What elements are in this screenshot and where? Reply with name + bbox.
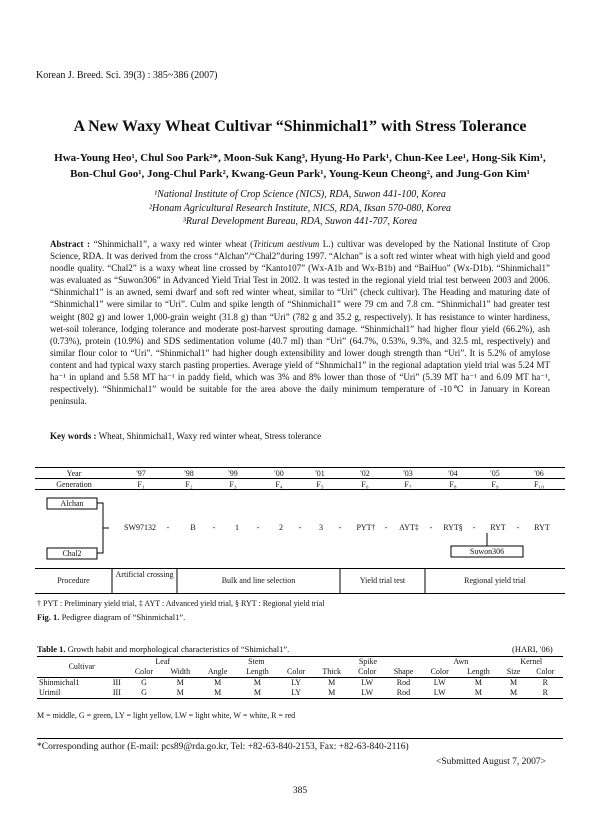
table-cell: M: [236, 688, 278, 699]
generation-cell: F₅: [316, 480, 324, 489]
year-cell: '05: [490, 469, 500, 478]
species-name: Triticum aestivum: [253, 239, 320, 249]
dash: -: [338, 523, 342, 532]
dash: -: [472, 523, 476, 532]
pedigree-footnote: † PYT : Preliminary yield trial, ‡ AYT : Advanced yield trial, § RYT : Regional yield trial: [37, 599, 325, 608]
keywords: [50, 431, 550, 441]
col-header: Angle: [199, 667, 236, 678]
generation-label: Generation: [56, 480, 92, 489]
table-source: (HARI, '06): [512, 644, 553, 654]
table-cell: M: [500, 688, 528, 699]
affiliation-2: ²Honam Agricultural Research Institute, NICS, RDA, Iksan 570-080, Korea: [148, 202, 452, 214]
col-header: Color: [126, 667, 161, 678]
parent-chal2: Chal2: [62, 549, 82, 558]
cultivar-name: Shinmichal1: [39, 678, 80, 687]
page-number: 385: [292, 786, 308, 796]
dash: -: [516, 523, 520, 532]
pedigree-diagram: [35, 467, 565, 595]
corresponding-author: *Corresponding author (E-mail: pcs89@rda.go.kr, Tel: +82-63-840-2153, Fax: +82-63-840-2116): [37, 742, 409, 752]
col-header: Width: [162, 667, 200, 678]
affiliations: [40, 188, 560, 229]
figure-caption-text: Pedigree diagram of “Shinmichal1”.: [59, 612, 186, 622]
submission-date: <Submitted August 7, 2007>: [436, 757, 546, 767]
line-code: RYT§: [443, 523, 463, 532]
table-group-header: [37, 657, 563, 668]
line-code: B: [190, 523, 196, 532]
suwon306-box: Suwon306: [469, 547, 505, 556]
author-line-2: Bon-Chul Goo¹, Jong-Chul Park², Kwang-Geun Park¹, Young-Keun Cheong², and Jung-Gon Kim¹: [70, 168, 530, 180]
dash: -: [429, 523, 433, 532]
group-header-leaf: Leaf: [126, 657, 199, 668]
paper-title: A New Waxy Wheat Cultivar “Shinmichal1” with Stress Tolerance: [73, 118, 527, 135]
generation-cell: F₃: [229, 480, 237, 489]
table-cell: M: [457, 688, 499, 699]
cultivar-name: Urimil: [37, 688, 107, 699]
abstract-label: Abstract :: [50, 239, 91, 249]
year-cell: '03: [403, 469, 413, 478]
table-cell: LW: [361, 678, 374, 687]
dash: -: [256, 523, 260, 532]
dash: -: [298, 523, 302, 532]
table-cell: Rod: [385, 688, 422, 699]
line-code: AYT‡: [399, 523, 419, 532]
group-header-spike: Spike: [314, 657, 422, 668]
table-cell: LW: [350, 688, 385, 699]
keywords-label: Key words :: [50, 431, 97, 441]
table-cell: Rod: [396, 678, 411, 687]
group-header-awn: Awn: [422, 657, 499, 668]
procedure-artificial: Artificial crossing: [115, 570, 174, 579]
table-cell: M: [162, 688, 200, 699]
year-cell: '00: [274, 469, 284, 478]
dash: -: [384, 523, 388, 532]
abstract-text-a: “Shinmichal1”, a waxy red winter wheat (: [90, 239, 254, 249]
table-cell: LY: [279, 688, 314, 699]
keywords-text: Wheat, Shinmichal1, Waxy red winter wheat, Stress tolerance: [96, 431, 322, 441]
generation-cell: F₁: [137, 480, 145, 489]
year-cell: '06: [534, 469, 544, 478]
col-header: Length: [457, 667, 499, 678]
col-header: Color: [350, 667, 385, 678]
generation-cell: F₂: [185, 480, 193, 489]
generation-cell: F₁₀: [533, 480, 545, 489]
table-note: M = middle, G = green, LY = light yellow, LW = light white, W = white, R = red: [37, 711, 296, 720]
table-cell: M: [314, 688, 350, 699]
table-cell: LW: [422, 688, 457, 699]
table-cell: M: [510, 678, 518, 687]
table-cell: M: [253, 678, 262, 687]
table-cell: G: [126, 688, 161, 699]
table-cell: G: [141, 678, 147, 687]
col-header: Color: [279, 667, 314, 678]
footnote-divider: [37, 738, 563, 739]
table-label: Table 1.: [37, 644, 66, 654]
parent-alchan: Alchan: [60, 499, 84, 508]
table-cell: M: [474, 678, 482, 687]
growth-habit: III: [107, 688, 126, 699]
table-cell: LW: [433, 678, 446, 687]
group-header-kernel: Kernel: [500, 657, 563, 668]
author-line-1: Hwa-Young Heo¹, Chul Soo Park²*, Moon-Suk Kang³, Hyung-Ho Park¹, Chun-Kee Lee¹, Hong-Sik Kim¹,: [54, 152, 546, 164]
generation-cell: F₆: [361, 480, 369, 489]
generation-cell: F₄: [275, 480, 283, 489]
table-row: [37, 688, 563, 699]
line-code: SW97132: [124, 523, 156, 532]
year-cell: '02: [360, 469, 370, 478]
table-cell: LY: [291, 678, 302, 687]
table-cell: M: [199, 688, 236, 699]
abstract-text-b: L.) cultivar was developed by the National Institute of Crop Science, RDA. It was derived from the cross “Alchan”/“Chal2”during 1997. “Alchan” is a soft red winter wheat with high yield and good noodle quality. “Chal2” is a waxy wheat line crossed by “Kanto107” (Wx-A1b and Wx-B1b) and “BaiHuo” (Wx-D1b). “Shinmichal1” was evaluated as “Suwon306” in Advanced Yield Trial Test in 2002. It was tested in the regional yield trial test between 2003 and 2006. “Shinmichal1” is an awned, semi dwarf and soft red winter wheat, similar to “Uri” (check cultivar). The Heading and maturing date of “Shinmichal1” were similar to “Uri”. Culm and spike length of “Shinmichal1” were 79 cm and 7.8 cm. “Shinmichal1” had greater test weight (802 g) and lower 1,000-grain weight (31.8 g) than “Uri” (782 g and 35.2 g, respectively). It has resistance to winter hardiness, wet-soil tolerance, lodging tolerance and moderate post-harvest sprouting damage. “Shinmichal1” had higher flour yield (66.2%), ash (0.73%), protein (10.9%) and SDS sedimentation volume (40.7 ml) than “Uri” (64.7%, 0.53%, 9.3%, and 32.5 ml, respectively) and similar flour color to “Uri”. “Shinmichal1” had higher dough extensibility and lower dough strength than “Uri”. It is 5.2% of amylose content and had typical waxy starch pasting properties. Average yield of “Shnmichal1” in the regional adaptation yield trial was 5.24 MT ha⁻¹ in upland and 5.58 MT ha⁻¹ in paddy field, which was 3% and 8% lower than those of “Uri” (5.39 MT ha⁻¹ and 6.09 MT ha⁻¹, respectively). “Shinmichal1” would be suitable for the area above the daily minimum temperature of -10℃ in January in Korean peninsula.: [50, 239, 550, 407]
affiliation-3: ³Rural Development Bureau, RDA, Suwon 441-707, Korea: [182, 216, 418, 227]
characteristics-table: [37, 656, 563, 699]
procedure-regional: Regional yield trial: [464, 576, 526, 585]
year-cell: '01: [315, 469, 325, 478]
year-cell: '98: [184, 469, 194, 478]
dash: -: [212, 523, 216, 532]
year-label: Year: [66, 469, 82, 478]
procedure-label: Procedure: [57, 576, 90, 585]
line-code: PYT†: [356, 523, 376, 532]
author-list: [40, 150, 560, 182]
journal-header: Korean J. Breed. Sci. 39(3) : 385~386 (2007): [36, 70, 218, 81]
dash: -: [166, 523, 170, 532]
line-code: 2: [279, 523, 283, 532]
table-row: [37, 678, 563, 689]
growth-habit: III: [112, 678, 121, 687]
line-code: 3: [319, 523, 323, 532]
col-header: Length: [236, 667, 278, 678]
col-header: Thick: [314, 667, 350, 678]
generation-cell: F₉: [491, 480, 499, 489]
group-header-stem: Stem: [199, 657, 314, 668]
table-cell: M: [214, 678, 222, 687]
procedure-yield: Yield trial test: [359, 576, 406, 585]
col-header: Color: [422, 667, 457, 678]
table-caption-text: Growth habit and morphological characteristics of “Shimichal1”.: [65, 644, 290, 654]
abstract: [50, 238, 550, 407]
generation-cell: F₈: [449, 480, 457, 489]
year-cell: '97: [136, 469, 146, 478]
line-code: 1: [235, 523, 239, 532]
col-header: Shape: [385, 667, 422, 678]
table-cell: M: [176, 678, 184, 687]
cultivar-header: Cultivar: [37, 657, 126, 678]
figure-caption: [37, 612, 185, 622]
col-header: Size: [500, 667, 528, 678]
figure-label: Fig. 1.: [37, 612, 60, 622]
table-cell: R: [542, 678, 548, 687]
col-header: Color: [528, 667, 563, 678]
procedure-bulk: Bulk and line selection: [221, 576, 296, 585]
year-cell: '99: [228, 469, 238, 478]
affiliation-1: ¹National Institute of Crop Science (NICS), RDA, Suwon 441-100, Korea: [154, 189, 446, 200]
year-cell: '04: [448, 469, 458, 478]
table-caption: [37, 644, 289, 654]
generation-cell: F₇: [404, 480, 412, 489]
line-code: RYT: [490, 523, 506, 532]
table-cell: R: [528, 688, 563, 699]
table-cell: M: [328, 678, 336, 687]
line-code: RYT: [534, 523, 550, 532]
